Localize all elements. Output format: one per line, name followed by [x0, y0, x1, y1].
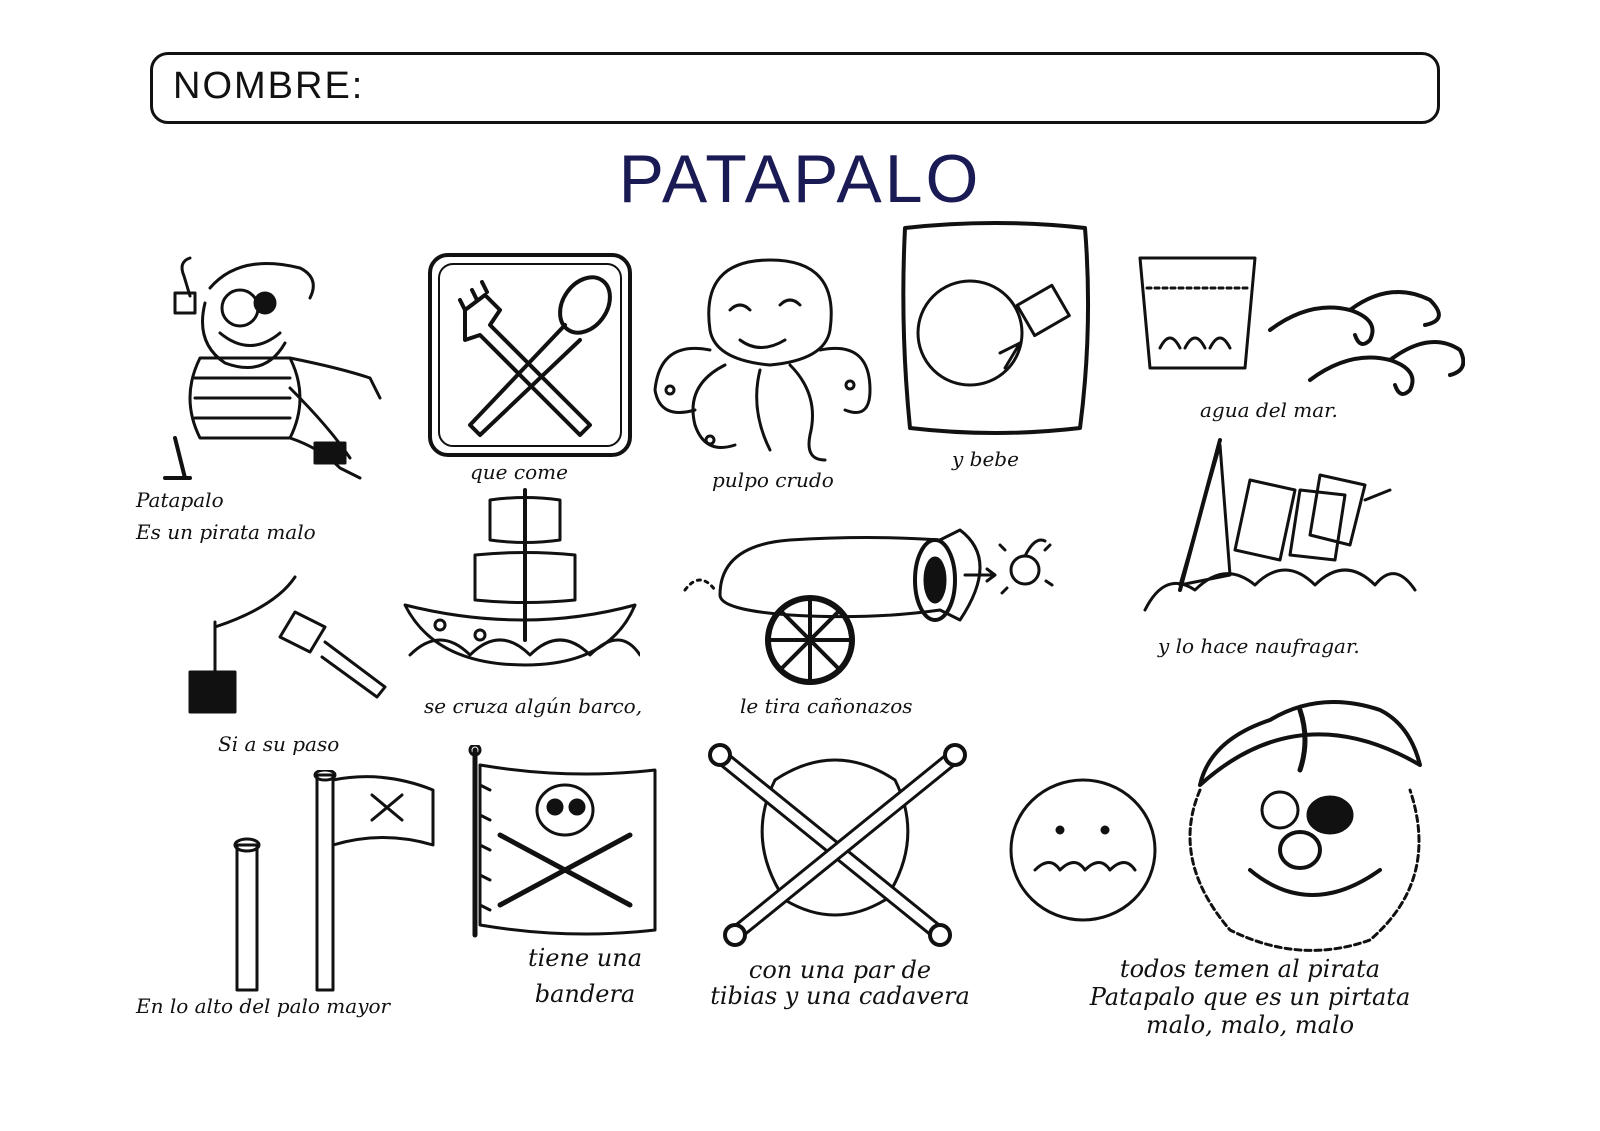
- caption-que-come: que come: [470, 460, 568, 484]
- caption-patapalo-pirtata: Patapalo que es un pirtata: [1089, 983, 1411, 1011]
- caption-se-cruza: se cruza algún barco,: [424, 694, 643, 718]
- crossbones-icon: [705, 740, 970, 950]
- sailing-ship-icon: [400, 485, 640, 690]
- caption-naufragar: y lo hace naufragar.: [1158, 634, 1360, 658]
- pirate-face-icon: [1180, 700, 1440, 955]
- caption-pirata-malo: Es un pirata malo: [136, 520, 316, 544]
- caption-malo-malo: malo, malo, malo: [1145, 1011, 1355, 1039]
- waves-icon: [1265, 280, 1465, 405]
- name-field[interactable]: [150, 52, 1440, 124]
- page-title: PATAPALO: [618, 141, 982, 217]
- caption-bandera: bandera: [534, 980, 636, 1008]
- caption-con-una-par: con una par de: [748, 956, 932, 984]
- caption-patapalo: Patapalo: [136, 488, 224, 512]
- name-label: NOMBRE:: [173, 65, 365, 107]
- fork-spoon-icon: [425, 250, 635, 460]
- sinking-ship-icon: [1140, 435, 1430, 620]
- caption-si-a-su-paso: Si a su paso: [218, 732, 340, 756]
- pirate-icon: [150, 248, 390, 483]
- leg-stepping-icon: [185, 572, 400, 722]
- caption-tibias: tibias y una cadavera: [710, 982, 970, 1010]
- glass-icon: [1135, 248, 1260, 378]
- caption-le-tira: le tira cañonazos: [740, 694, 913, 718]
- octopus-icon: [650, 250, 880, 465]
- jolly-roger-flag-icon: [465, 745, 660, 940]
- masts-icon: [222, 770, 437, 995]
- drinking-icon: [895, 218, 1095, 438]
- caption-y-bebe: y bebe: [952, 447, 1019, 471]
- cannon-icon: [680, 505, 1070, 690]
- scared-face-icon: [1005, 775, 1160, 925]
- caption-tiene-una: tiene una: [527, 944, 643, 972]
- caption-agua-del-mar: agua del mar.: [1200, 398, 1338, 422]
- caption-pulpo-crudo: pulpo crudo: [712, 468, 834, 492]
- caption-palo-mayor: En lo alto del palo mayor: [136, 994, 391, 1018]
- caption-todos-temen: todos temen al pirata: [1119, 955, 1381, 983]
